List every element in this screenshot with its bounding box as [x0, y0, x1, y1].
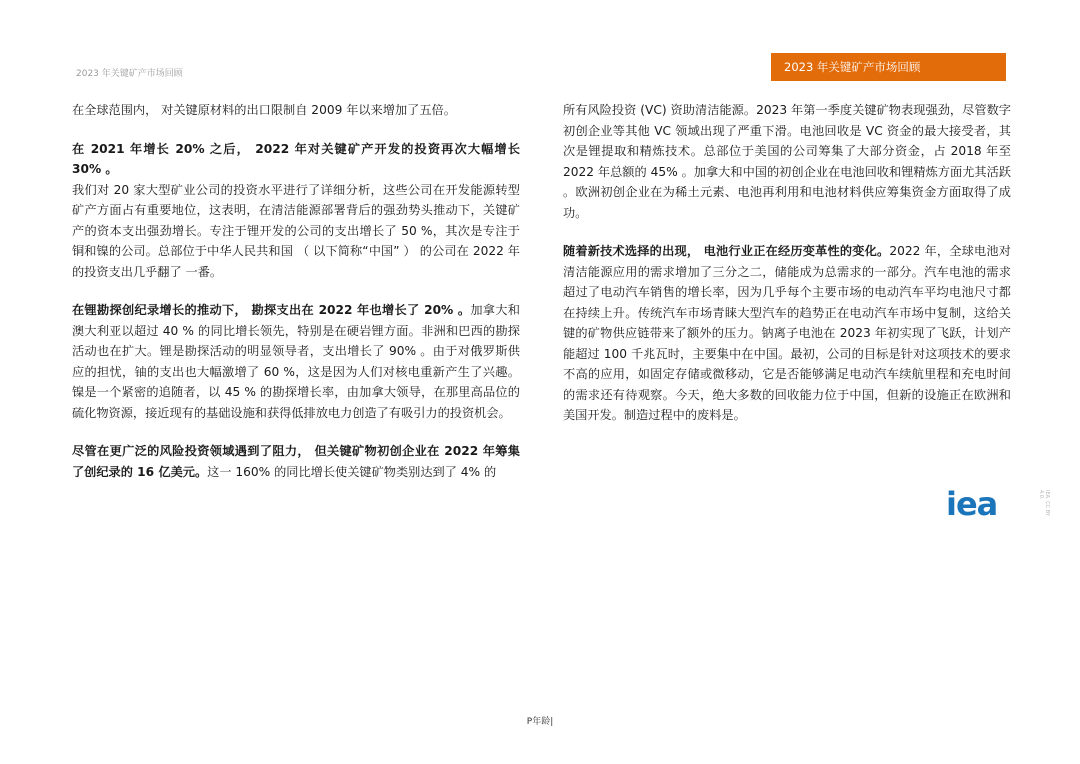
paragraph-lead: 随着新技术选择的出现， 电池行业正在经历变革性的变化。	[563, 244, 890, 258]
paragraph-investment	[72, 139, 520, 283]
paragraph-lead: 在锂勘探创纪录增长的推动下， 勘探支出在 2022 年也增长了 20% 。	[72, 303, 471, 317]
paragraph-exploration	[72, 300, 520, 423]
section-tag-banner: 2023 年关键矿产市场回顾	[771, 53, 1006, 81]
left-column	[72, 100, 520, 500]
paragraph-lead: 尽管在更广泛的风险投资领域遇到了阻力， 但关键矿物初创企业在 2022 年筹集了创纪录的 16 亿美元。	[72, 444, 520, 479]
iea-logo-text: iea	[946, 485, 998, 523]
running-header-title: 2023 年关键矿产市场回顾	[76, 69, 183, 79]
paragraph-venture-capital: 所有风险投资 (VC) 资助清洁能源。2023 年第一季度关键矿物表现强劲，尽管数字初创企业等其他 VC 领域出现了严重下滑。电池回收是 VC 资金的最大接受者，其次是锂提取和精炼技术。总部位于美国的公司筹集了大部分资金，占 2018 年至 2022 年总额的 45% 。加拿大和中国的初创企业在电池回收和锂精炼方面尤其活跃 。欧洲初创企业在为稀土元素、电池再利用和电池材料供应筹集资金方面取得了成功。	[563, 103, 1011, 220]
paragraph-body: 我们对 20 家大型矿业公司的投资水平进行了详细分析，这些公司在开发能源转型矿产方面占有重要地位，这表明，在清洁能源部署背后的强劲势头推动下，关键矿产的资本支出强劲增长。专注于锂开发的公司的支出增长了 50 %，其次是专注于铜和镍的公司。总部位于中华人民共和国 （ 以下简称“中国” ） 的公司在 2022 年的投资支出几乎翻了 一番。	[72, 182, 520, 279]
paragraph-body: 加拿大和澳大利亚以超过 40 % 的同比增长领先，特别是在硬岩锂方面。非洲和巴西的勘探活动也在扩大。锂是勘探活动的明显领导者，支出增长了 90% 。由于对俄罗斯供应的担忧，铀的支出也大幅激增了 60 %，这是因为人们对核电重新产生了兴趣。镍是一个紧密的追随者，以 45 % 的勘探增长率，由加拿大领导，在那里高品位的硫化物资源，接近现有的基础设施和获得低排放电力创造了有吸引力的投资机会。	[72, 303, 520, 420]
paragraph-lead: 在 2021 年增长 20% 之后， 2022 年对关键矿产开发的投资再次大幅增长 30% 。	[72, 141, 520, 176]
license-note: IEA. CC BY 4.0.	[1038, 490, 1050, 516]
paragraph-startups	[72, 441, 520, 482]
paragraph-body: 2022 年，全球电池对清洁能源应用的需求增加了三分之二，储能成为总需求的一部分。汽车电池的需求超过了电动汽车销售的增长率，因为几乎每个主要市场的电动汽车平均电池尺寸都在持续上升。传统汽车市场青睐大型汽车的趋势正在电动汽车市场中复制，这给关键的矿物供应链带来了额外的压力。钠离子电池在 2023 年初实现了飞跃，计划产能超过 100 千兆瓦时，主要集中在中国。最初，公司的目标是针对这项技术的要求不高的应用，如固定存储或微移动，它是否能够满足电动汽车续航里程和充电时间的需求还有待观察。今天，绝大多数的回收能力位于中国，但新的设施正在欧洲和美国开发。制造过程中的废料是。	[563, 244, 1011, 422]
paragraph-export-restrictions: 在全球范围内， 对关键原材料的出口限制自 2009 年以来增加了五倍。	[72, 103, 456, 117]
paragraph-body: 这一 160% 的同比增长使关键矿物类别达到了 4% 的	[207, 464, 497, 479]
paragraph-battery-industry	[563, 241, 1011, 426]
iea-logo	[946, 485, 1010, 523]
right-column	[563, 100, 1011, 444]
page-number: P年龄|	[526, 717, 554, 727]
